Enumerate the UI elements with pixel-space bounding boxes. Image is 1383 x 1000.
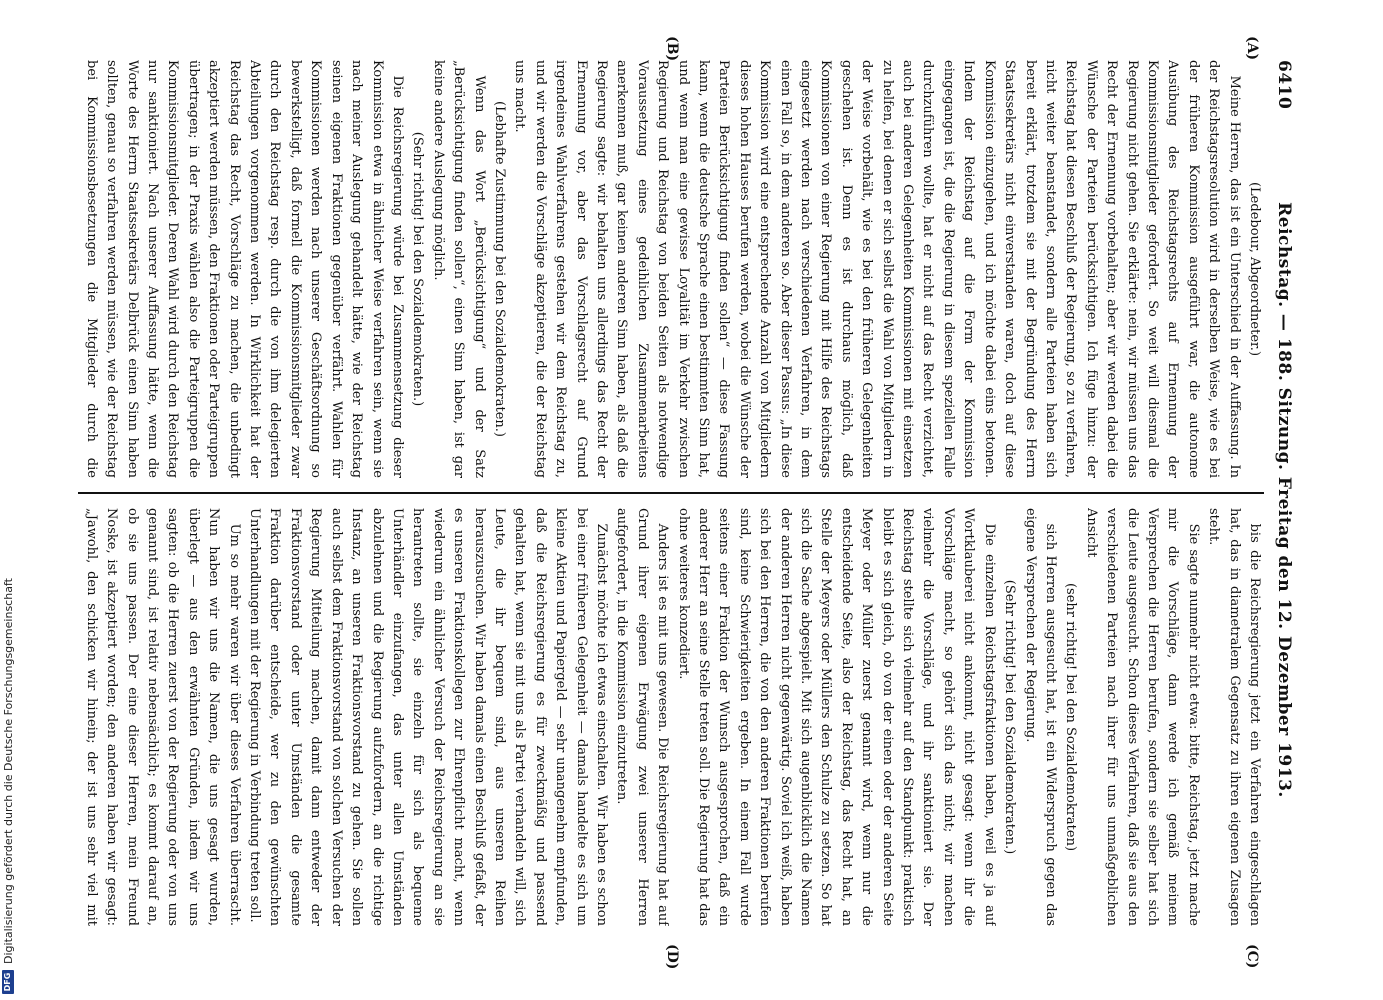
paragraph: Um so mehr waren wir über dieses Verfahren überrascht. Nun haben wir uns die Namen, die uns gesagt wurden, überlegt — aus den erwähnten Gründen, indem wir uns sagten: ob die Herren zuerst von der Regierung oder von uns genannt sind, ist relativ nebensächlich; es kommt darauf an, ob sie uns passen. Der eine dieser Herren, mein Freund Noske, ist akzeptiert worden; den anderen haben wir gesagt: „Jawohl, den schicken wir hinein; der ist uns sehr viel mit — [83, 508, 242, 926]
paragraph: Die einzelnen Reichstagsfraktionen haben, weil es ja auf Wortklauberei nicht ankommt, nicht gesagt: wenn ihr die Vorschläge macht, so gehört sich das nicht; wir machen vielmehr die Vorschläge, und ihr sanktioniert sie. Der Reichstag stellte sich vielmehr auf den Standpunkt: praktisch bleibt es sich gleich, ob von der einen oder der anderen Seite Meyer oder Müller zuerst genannt wird, wenn nur die entscheidende Seite, also der Reichstag, das Recht hat, an Stelle der Meyers oder Müllers den Schulze zu setzen. So hat sich die Sache abgespielt. Mit sich augenblicklich die Namen der anderen Herren nicht gegenwärtig. Soviel ich weiß, haben sich bei den Herren, die von den anderen Fraktionen berufen sind, keine Schwierigkeiten ergeben. In einem Fall wurde seitens einer Fraktion der Wunsch ausgesprochen, daß ein anderer Herr an seine Stelle treten soll. Die Regierung hat das ohne weiteres konzediert. — [675, 508, 997, 926]
scanned-page — [60, 36, 1300, 970]
paragraph: (Ledebour, Abgeordneter.) — [1247, 181, 1262, 357]
digitization-footer — [0, 0, 16, 994]
paragraph: Die Reichsregierung würde bei Zusammensetzung dieser Kommission etwa in ähnlicher Weise verfahren sein, wenn sie nach meiner Auslegung gehandelt hätte, wie der Reichstag seinen eigenen Fraktionen gegenüber verfährt. Wahlen für Kommissionen werden nach unserer Geschäftsordnung so bewerkstelligt, daß formell die Kommissionsmitglieder zwar durch den Reichstag resp. durch die von ihm delegierten Abteilungen vorgenommen werden. In Wirklichkeit hat der Reichstag das Recht, Vorschläge zu machen, die unbedingt akzeptiert werden müssen, den Fraktionen oder Parteigruppen übertragen; in der Praxis wählen also die Parteigruppen die Kommissionsmitglieder. Deren Wahl wird durch den Reichstag nur sanktioniert. Nach unserer Auffassung hätte, wenn die Worte des Herrn Staatssekretärs Delbrück einen Sinn haben sollten, genau so verfahren werden müssen, wie der Reichstag bei Kommissionsbesetzungen die Mitglieder durch die — [83, 60, 405, 478]
paragraph: Wenn das Wort „Berücksichtigung“ und der Satz „Berücksichtigung finden sollen“, einen Sinn haben, ist gar keine andere Auslegung möglich. — [430, 60, 487, 478]
paragraph: Anders ist es mit uns gewesen. Die Reichsregierung hat auf Grund ihrer eigenen Erwägung zwei unserer Herren aufgefordert, in die Kommission einzutreten. — [614, 508, 671, 926]
right-text-column — [78, 508, 1264, 926]
page-number: 6410 — [1274, 60, 1294, 110]
digitization-note-text: Digitalisierung gefördert durch die Deutsche Forschungsgemeinschaft — [1, 578, 15, 964]
paragraph: Sie sagte nunmehr nicht etwa: bitte, Reichstag, jetzt mache mir die Vorschläge, dann werde ich gemäß meinem Versprechen die Herren berufen, sondern sie selber hat sich die Leute ausgesucht. Schon dieses Verfahren, daß sie aus den verschiedenen Parteien nach ihrer für uns unmaßgeblichen Ansicht — [1083, 508, 1201, 926]
interjection: (Sehr richtig! bei den Sozialdemokraten.) — [410, 131, 426, 407]
dfg-logo-icon: DFG — [2, 970, 14, 994]
interjection: (Lebhafte Zustimmung bei den Sozialdemokraten.) — [491, 101, 507, 437]
left-text-column — [78, 60, 1264, 478]
margin-marker-b: (B) — [664, 36, 680, 62]
page-header — [1266, 60, 1300, 940]
paragraph: Zunächst möchte ich etwas einschalten. Wir haben es schon bei einer früheren Gelegenheit — damals handelte es sich um kleine Aktien und Papiergeld — sehr unangenehm empfunden, daß die Reichsregierung es für zweckmäßig und passend gehalten hat, wenn sie mit uns als Partei verhandeln will, sich Leute, die ihr bequem sind, aus unseren Reihen herauszusuchen. Wir haben damals einen Beschluß gefaßt, der es unseren Fraktionskollegen zur Ehrenpflicht macht, wenn wiederum ein ähnlicher Versuch der Reichsregierung an sie herantreten sollte, sie einzeln für sich als bequeme Unterhändler einzufangen, das unter allen Umständen abzulehnen und die Regierung aufzufordern, an die richtige Instanz, an unseren Fraktionsvorstand zu gehen. Sie sollen auch selbst dem Fraktionsvorstand von solchen Versuchen der Regierung Mitteilung machen, damit dann entweder der Fraktionsvorstand oder unter Umständen die gesamte Fraktion darüber entscheide, wer zu den gewünschten Unterhandlungen mit der Regierung in Verbindung treten soll. — [247, 508, 609, 926]
margin-marker-a: (A) — [1244, 36, 1260, 61]
paragraph: bis die Reichsregierung jetzt ein Verfahren eingeschlagen hat, das in diametralem Gegensatz zu ihren eigenen Zusagen steht. — [1206, 508, 1262, 926]
page-title: Reichstag. — 188. Sitzung. Freitag den 12. Dezember 1913. — [1274, 202, 1294, 798]
paragraph: sich Herren ausgesucht hat, ist ein Widerspruch gegen das eigene Versprechen der Regierung. — [1022, 508, 1058, 926]
column-divider — [78, 492, 1264, 494]
interjection: (Sehr richtig! bei den Sozialdemokraten.) — [1002, 579, 1018, 855]
paragraph: Meine Herren, das ist ein Unterschied in der Auffassung. In der Reichstagsresolution wird in derselben Weise, wie es bei der früheren Kommission ausgeführt war, die autonome Ausübung des Reichstagsrechts auf Ernennung der Kommissionsmitglieder gefordert. So weit will diesmal die Regierung nicht gehen. Sie erklärte: nein, wir müssen uns das Recht der Ernennung vorbehalten; aber wir werden dabei die Wünsche der Parteien berücksichtigen. Ich füge hinzu: der Reichstag hat diesen Beschluß der Regierung, so zu verfahren, nicht weiter beanstandet, sondern alle Parteien haben sich bereit erklärt, trotzdem sie mit der Begründung des Herrn Staatssekretärs nicht einverstanden waren, doch auf diese Kommission einzugehen, und ich möchte dabei eins betonen. Indem der Reichstag auf die Form der Kommission eingegangen ist, die die Regierung in diesem speziellen Falle durchzuführen wollte, hat er nicht auf das Recht verzichtet, auch bei anderen Gelegenheiten Kommissionen mit einsetzen zu helfen, bei denen er sich selbst die Wahl von Mitgliedern in der Weise vorbehält, wie es bei den früheren Gelegenheiten geschehen ist. Denn es ist durchaus möglich, daß Kommissionen von einer Regierung mit Hilfe des Reichstags eingesetzt werden nach verschiedenen Verfahren, in dem einen Fall so, in dem anderen so. Aber dieser Passus: „In diese Kommission wird eine entsprechende Anzahl von Mitgliedern dieses hohen Hauses berufen werden, wobei die Wünsche der Parteien Berücksichtigung finden sollen“ — diese Fassung kann, wenn die deutsche Sprache einen bestimmten Sinn hat, und wenn man eine gewisse Loyalität im Verkehr zwischen Regierung und Reichstag von beiden Seiten als notwendige Voraussetzung eines gedeihlichen Zusammenarbeitens anerkennen muß, gar keinen anderen Sinn haben, als daß die Regierung sagte: wir behalten uns allerdings das Recht der Ernennung vor, aber das Vorschlagsrecht auf Grund irgendeines Wahlverfahrens gestehen wir dem Reichstag zu, und wir werden die Vorschläge akzeptieren, die der Reichstag uns macht. — [512, 60, 1242, 478]
interjection: (sehr richtig! bei den Sozialdemokraten) — [1063, 582, 1079, 852]
margin-marker-c: (C) — [1244, 944, 1260, 969]
margin-marker-d: (D) — [664, 944, 680, 970]
